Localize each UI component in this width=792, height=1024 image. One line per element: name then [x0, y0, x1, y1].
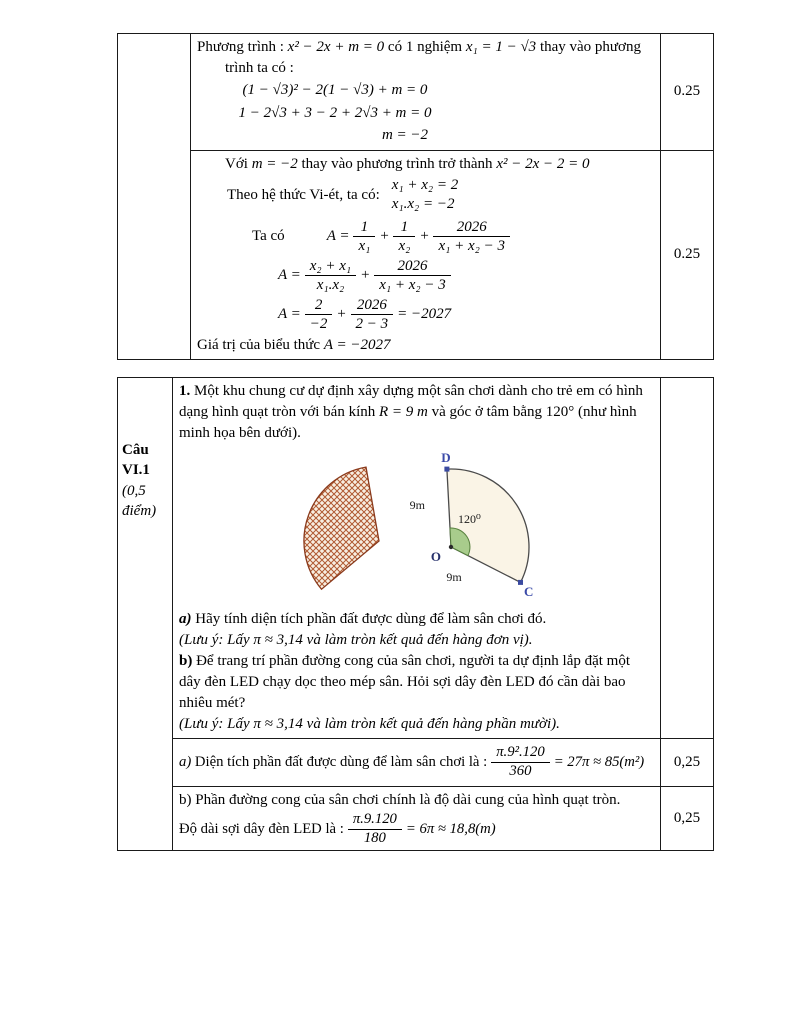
text-run: Theo hệ thức Vi-ét, ta có:	[227, 186, 380, 203]
part-label: b)	[179, 653, 193, 669]
text-run: Độ dài sợi dây đèn LED là :	[179, 820, 344, 837]
grading-table-question	[117, 377, 714, 851]
system-equation-2: x₁.x₂ = −2	[391, 196, 455, 212]
fraction-denominator: x₁ + x₂ − 3	[379, 276, 446, 293]
point-marker-O	[449, 545, 453, 549]
fraction-denominator: −2	[309, 315, 328, 332]
label-C: C	[524, 584, 534, 599]
plus-sign: +	[360, 266, 371, 283]
fraction-numerator: 2	[305, 296, 333, 315]
solution-step-1-cell	[191, 34, 661, 151]
label-radius-bottom: 9m	[446, 570, 462, 584]
fraction-numerator: 2026	[351, 296, 394, 315]
expression-line-2	[278, 257, 654, 294]
fraction	[305, 257, 356, 294]
fraction-denominator: 180	[363, 829, 386, 846]
text-run: Giá trị của biểu thức	[197, 336, 321, 353]
solution-line	[225, 154, 654, 175]
text-run: có 1 nghiệm	[387, 39, 463, 55]
text-run: Với	[225, 155, 248, 172]
question-points: (0,5	[122, 482, 146, 499]
expression-line-1	[252, 218, 654, 255]
math-run: A =	[278, 305, 301, 322]
math-run: A =	[326, 227, 350, 244]
text-run: thay vào phương	[539, 39, 641, 55]
equation-system	[392, 176, 459, 215]
fraction	[433, 218, 510, 255]
text-run: Hãy tính diện tích phần đất được dùng để làm sân chơi đó.	[195, 611, 547, 627]
text-run: Diện tích phần đất được dùng để làm sân chơi là :	[194, 753, 488, 770]
math-run: x² − 2x − 2 = 0	[496, 155, 590, 172]
solution-line-2: trình ta có :	[225, 60, 294, 76]
angle-value: 120°	[545, 404, 575, 420]
label-O: O	[430, 549, 441, 564]
problem-number: 1.	[179, 383, 191, 399]
question-points: điểm)	[122, 502, 157, 519]
question-label-cell	[118, 378, 173, 851]
fraction-denominator: 360	[509, 763, 532, 779]
point-marker-C	[518, 580, 523, 585]
score-cell: 0.25	[661, 150, 714, 359]
math-run: A =	[278, 266, 301, 283]
fraction-numerator: 1	[353, 218, 375, 237]
fraction-denominator: x₁	[358, 237, 371, 254]
math-run: A = −2027	[323, 336, 391, 353]
plus-sign: +	[419, 227, 430, 244]
part-a-line	[179, 609, 654, 630]
math-run: x₁ = 1 − √3	[465, 39, 537, 55]
text-run: Để trang trí phần đường cong của sân chơi, người ta dự định lắp đặt một dây đèn LED chạy dọc theo mép sân. Hỏi sợi dây đèn LED đó cần dài bao nhiêu mét?	[179, 653, 631, 711]
fraction-denominator: x₁.x₂	[316, 276, 345, 293]
viet-theorem-row	[227, 176, 654, 215]
question-number: VI.1	[122, 462, 150, 479]
result-value: = −2027	[397, 305, 452, 322]
fraction	[393, 218, 415, 255]
text-run: thay vào phương trình trở thành	[301, 155, 493, 172]
note-b-line: (Lưu ý: Lấy π ≈ 3,14 và làm tròn kết quả đến hàng phần mười).	[179, 716, 560, 732]
part-label: a)	[179, 611, 192, 627]
fraction	[374, 257, 451, 294]
fraction-numerator: 2026	[374, 257, 451, 276]
fraction-denominator: x₁ + x₂ − 3	[438, 237, 505, 254]
math-run: x² − 2x + m = 0	[287, 39, 385, 55]
solution-line-1	[197, 37, 654, 58]
label-radius-top: 9m	[409, 498, 425, 512]
answer-a-cell	[173, 739, 661, 787]
fraction-numerator: π.9².120	[491, 744, 549, 763]
label-angle: 120⁰	[458, 512, 481, 526]
problem-paragraph	[179, 381, 654, 444]
result-value: = 6π ≈ 18,8(m)	[405, 820, 496, 837]
math-run: R = 9 m	[379, 404, 428, 420]
label-D: D	[441, 450, 451, 465]
text-run: Phương trình :	[197, 39, 284, 55]
answer-a-line	[179, 744, 654, 780]
score-cell: 0.25	[661, 34, 714, 151]
system-equation-1: x₁ + x₂ = 2	[391, 176, 459, 193]
question-number: Câu	[122, 442, 149, 458]
score-cell: 0,25	[661, 787, 714, 851]
answer-b-explanation: b) Phần đường cong của sân chơi chính là độ dài cung của hình quạt tròn.	[179, 792, 621, 808]
fraction-numerator: 2026	[433, 218, 510, 237]
fraction	[348, 811, 402, 847]
fraction-denominator: 2 − 3	[355, 315, 389, 332]
text-run: (như hình minh họa bên dưới).	[179, 404, 637, 441]
fraction	[351, 296, 394, 333]
fraction-denominator: x₂	[398, 237, 411, 254]
point-marker-D	[444, 467, 449, 472]
problem-statement-cell	[173, 378, 661, 739]
text-run: Ta có	[252, 227, 285, 244]
answer-b-cell	[173, 787, 661, 851]
expression-line-3	[278, 296, 654, 333]
conclusion-line	[197, 335, 654, 356]
fraction	[305, 296, 333, 333]
figure-container	[289, 449, 599, 606]
equation-expanded: 1 − 2√3 + 3 − 2 + 2√3 + m = 0	[238, 104, 432, 121]
plus-sign: +	[336, 305, 347, 322]
score-cell: 0,25	[661, 739, 714, 787]
fraction-numerator: π.9.120	[348, 811, 402, 830]
sector-figure	[289, 449, 589, 601]
fraction-numerator: 1	[393, 218, 415, 237]
part-b-line	[179, 651, 654, 714]
equation-m-value: m = −2	[381, 127, 429, 143]
fraction-numerator: x₂ + x₁	[305, 257, 356, 276]
part-label: a)	[179, 753, 192, 770]
plus-sign: +	[379, 227, 390, 244]
note-a-line: (Lưu ý: Lấy π ≈ 3,14 và làm tròn kết quả đến hàng đơn vị).	[179, 632, 533, 648]
text-run: Một khu chung cư dự định xây dựng một sân chơi dành cho trẻ em có hình dạng hình quạt tròn với bán kính	[179, 383, 643, 420]
answer-b-line	[179, 811, 654, 847]
grading-table-top	[117, 33, 714, 360]
solution-step-2-cell	[191, 150, 661, 359]
text-run: và góc ở tâm bằng	[431, 404, 543, 420]
left-spacer-cell	[118, 34, 191, 360]
fraction	[491, 744, 549, 780]
fraction	[353, 218, 375, 255]
hatched-sector	[304, 467, 379, 589]
score-cell-empty	[661, 378, 714, 739]
result-value: = 27π ≈ 85(m²)	[553, 753, 645, 770]
equation-substitution: (1 − √3)² − 2(1 − √3) + m = 0	[242, 82, 428, 98]
math-run: m = −2	[251, 155, 298, 172]
